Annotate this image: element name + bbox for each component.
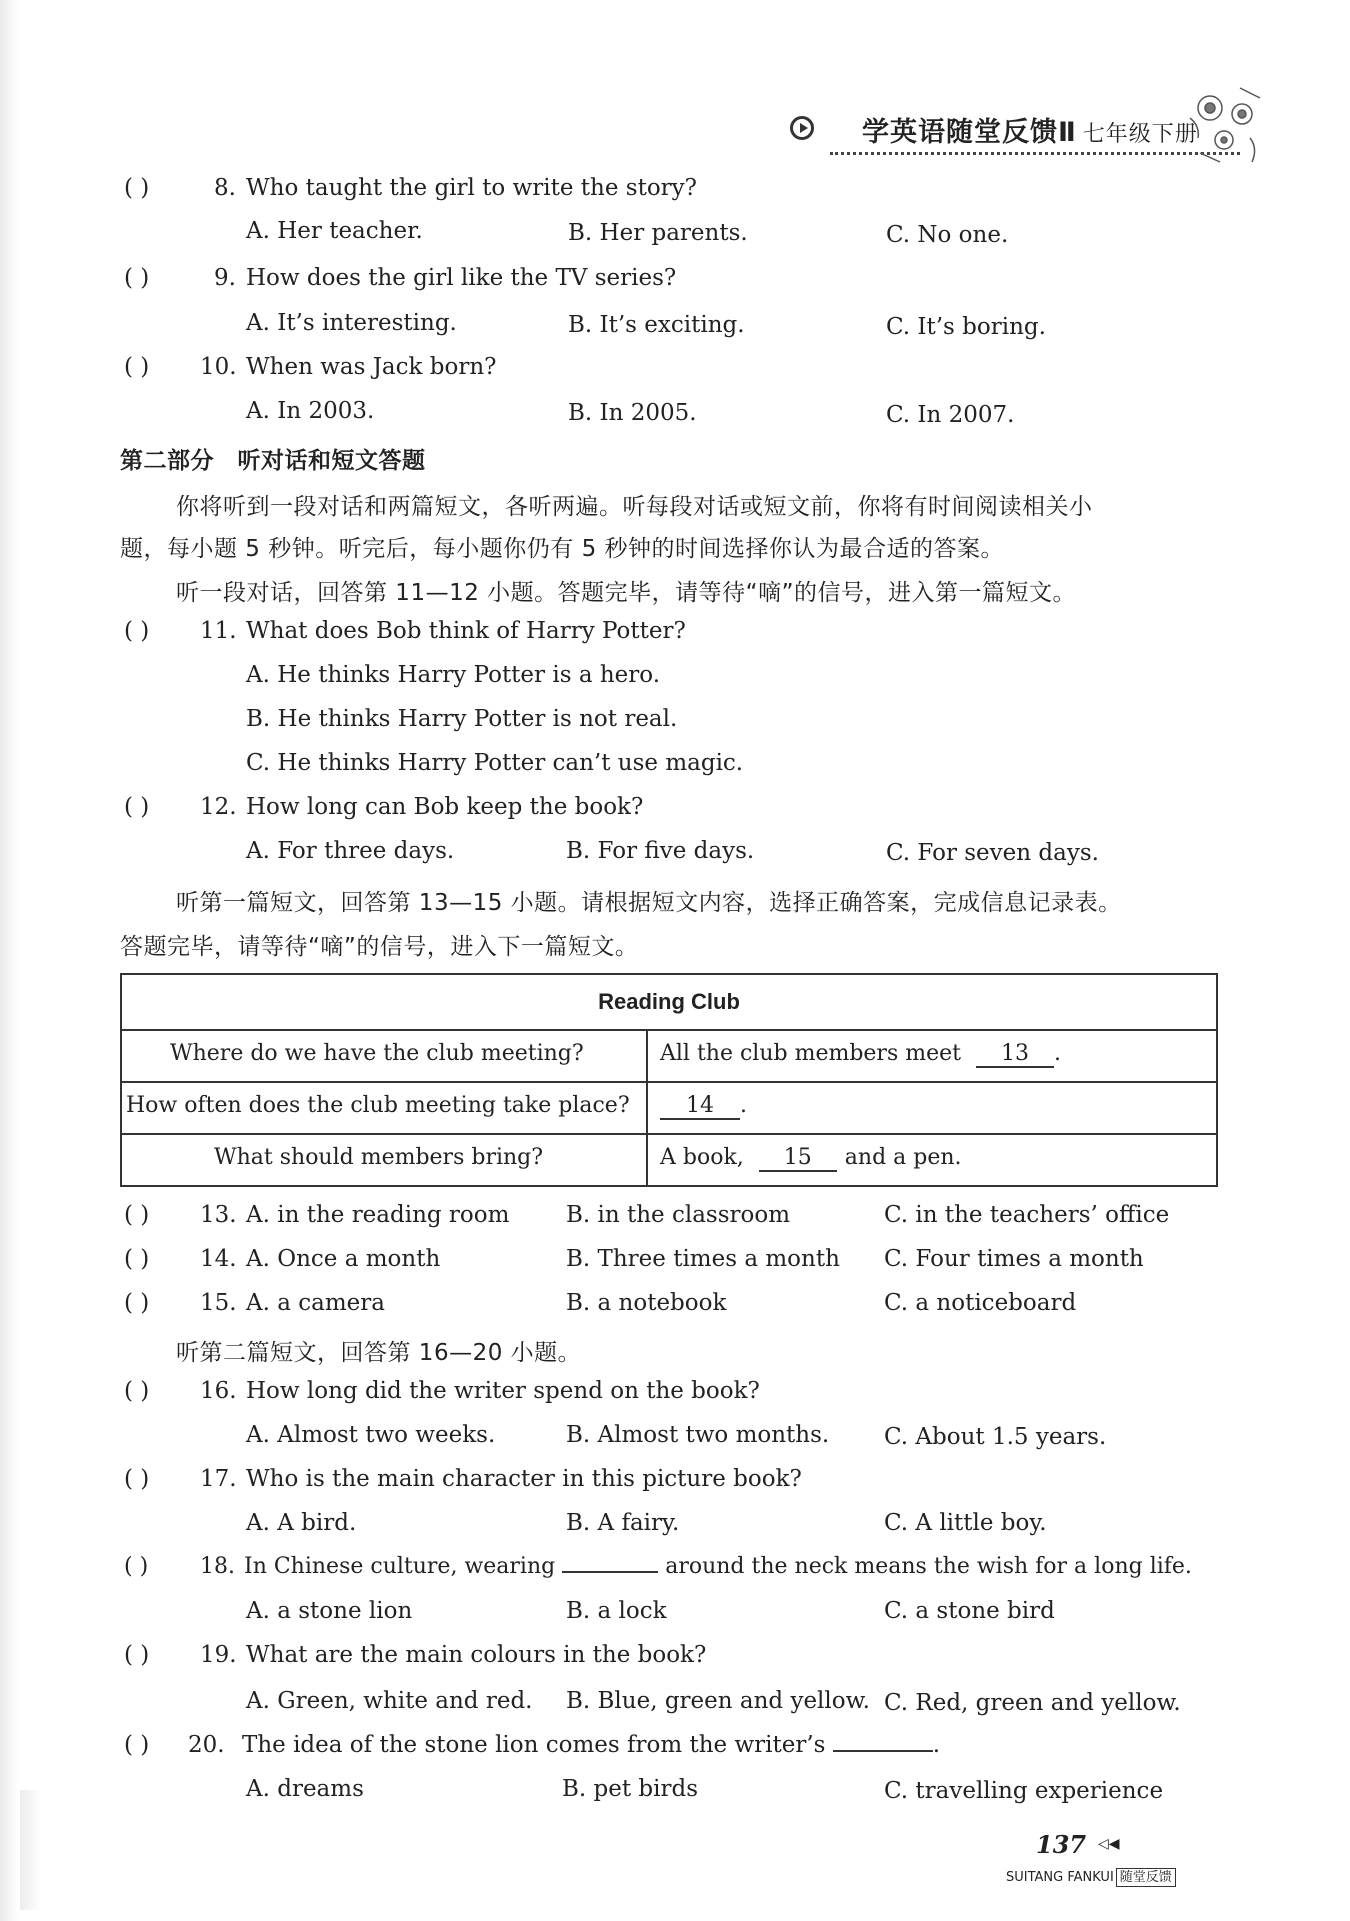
- blank-13: 13: [976, 1041, 1054, 1068]
- instruction: 听第二篇短文，回答第 16—20 小题。: [176, 1340, 582, 1366]
- option-b: B. Three times a month: [566, 1246, 840, 1272]
- question-text: The idea of the stone lion comes from the writer’s .: [242, 1732, 941, 1758]
- option-c: C. It’s boring.: [886, 314, 1046, 340]
- option-a: A. a stone lion: [246, 1598, 413, 1624]
- question-text: How does the girl like the TV series?: [246, 265, 677, 291]
- option-c: C. in the teachers’ office: [884, 1202, 1170, 1228]
- option-a: A. He thinks Harry Potter is a hero.: [246, 662, 661, 688]
- option-b: B. Her parents.: [568, 220, 748, 246]
- question-text: What are the main colours in the book?: [246, 1642, 707, 1668]
- scan-edge: [0, 0, 18, 1921]
- scan-edge: [20, 1790, 42, 1910]
- option-c: C. No one.: [886, 222, 1009, 248]
- table-answer: A book, 15 and a pen.: [660, 1145, 962, 1170]
- question-number: 13.: [200, 1202, 237, 1228]
- question-number: 17.: [200, 1466, 237, 1492]
- option-a: A. For three days.: [246, 838, 455, 864]
- question-number: 9.: [214, 265, 236, 291]
- option-c: C. A little boy.: [884, 1510, 1047, 1536]
- page-number: 137: [1036, 1830, 1087, 1859]
- option-a: A. In 2003.: [246, 398, 375, 424]
- option-b: B. pet birds: [562, 1776, 699, 1802]
- question-number: 20.: [188, 1732, 225, 1758]
- question-number: 19.: [200, 1642, 237, 1668]
- option-a: A. in the reading room: [246, 1202, 510, 1228]
- option-b: B. a lock: [566, 1598, 667, 1624]
- answer-blank: ( ): [124, 794, 150, 820]
- answer-blank: ( ): [124, 1202, 150, 1228]
- question-number: 10.: [200, 354, 237, 380]
- answer-blank: ( ): [124, 1378, 150, 1404]
- option-a: A. It’s interesting.: [246, 310, 457, 336]
- play-icon: [790, 116, 814, 140]
- question-text: When was Jack born?: [246, 354, 497, 380]
- question-number: 14.: [200, 1246, 237, 1272]
- option-a: A. a camera: [246, 1290, 385, 1316]
- table-divider: [122, 1081, 1216, 1083]
- question-text: In Chinese culture, wearing around the neck means the wish for a long life.: [244, 1554, 1192, 1579]
- instruction: 听第一篇短文，回答第 13—15 小题。请根据短文内容，选择正确答案，完成信息记录表。: [176, 890, 1122, 916]
- question-text: How long can Bob keep the book?: [246, 794, 644, 820]
- reading-club-table: [120, 973, 1218, 1187]
- answer-blank: ( ): [124, 265, 150, 291]
- option-c: C. He thinks Harry Potter can’t use magic.: [246, 750, 744, 776]
- question-number: 11.: [200, 618, 237, 644]
- question-text: Who taught the girl to write the story?: [246, 175, 697, 201]
- question-text: Who is the main character in this picture book?: [246, 1466, 802, 1492]
- footer-brand-box: 随堂反馈: [1116, 1868, 1176, 1887]
- option-a: A. Almost two weeks.: [246, 1422, 496, 1448]
- arrow-icon: ◁◀: [1098, 1836, 1120, 1852]
- option-a: A. Once a month: [246, 1246, 441, 1272]
- section-heading: 第二部分 听对话和短文答题: [120, 448, 426, 474]
- table-question: What should members bring?: [214, 1145, 544, 1170]
- answer-blank: ( ): [124, 354, 150, 380]
- header-dotted-rule: [830, 152, 1240, 155]
- option-a: A. Her teacher.: [246, 218, 423, 244]
- question-number: 15.: [200, 1290, 237, 1316]
- option-b: B. A fairy.: [566, 1510, 680, 1536]
- question-number: 8.: [214, 175, 236, 201]
- book-title: 学英语随堂反馈Ⅱ 七年级下册: [862, 117, 1198, 148]
- question-number: 18.: [200, 1554, 235, 1579]
- instruction: 你将听到一段对话和两篇短文，各听两遍。听每段对话或短文前，你将有时间阅读相关小: [176, 494, 1093, 520]
- footer-brand: SUITANG FANKUI 随堂反馈: [1006, 1866, 1176, 1885]
- answer-blank: ( ): [124, 1466, 150, 1492]
- flower-decoration-icon: [1180, 78, 1270, 168]
- option-b: B. in the classroom: [566, 1202, 791, 1228]
- instruction: 答题完毕，请等待“嘀”的信号，进入下一篇短文。: [120, 934, 639, 960]
- option-c: C. a stone bird: [884, 1598, 1055, 1624]
- table-answer: All the club members meet 13 .: [660, 1041, 1061, 1066]
- table-question: How often does the club meeting take place?: [126, 1093, 630, 1118]
- option-b: B. In 2005.: [568, 400, 697, 426]
- answer-blank: ( ): [124, 1290, 150, 1316]
- option-b: B. He thinks Harry Potter is not real.: [246, 706, 678, 732]
- option-b: B. Almost two months.: [566, 1422, 830, 1448]
- option-b: B. Blue, green and yellow.: [566, 1688, 870, 1714]
- option-a: A. dreams: [246, 1776, 364, 1802]
- fill-blank: [562, 1571, 658, 1573]
- table-question: Where do we have the club meeting?: [170, 1041, 584, 1066]
- option-b: B. It’s exciting.: [568, 312, 745, 338]
- answer-blank: ( ): [124, 1732, 150, 1758]
- table-title: Reading Club: [122, 975, 1216, 1031]
- answer-blank: ( ): [124, 1246, 150, 1272]
- table-divider: [122, 1133, 1216, 1135]
- option-c: C. In 2007.: [886, 402, 1015, 428]
- question-number: 12.: [200, 794, 237, 820]
- option-c: C. a noticeboard: [884, 1290, 1077, 1316]
- instruction: 听一段对话，回答第 11—12 小题。答题完毕，请等待“嘀”的信号，进入第一篇短文。: [176, 580, 1076, 606]
- answer-blank: ( ): [124, 175, 150, 201]
- option-a: A. A bird.: [246, 1510, 357, 1536]
- question-text: How long did the writer spend on the book?: [246, 1378, 760, 1404]
- question-text: What does Bob think of Harry Potter?: [246, 618, 686, 644]
- blank-14: 14: [660, 1093, 740, 1120]
- option-a: A. Green, white and red.: [246, 1688, 533, 1714]
- option-b: B. a notebook: [566, 1290, 727, 1316]
- question-number: 16.: [200, 1378, 237, 1404]
- instruction: 题，每小题 5 秒钟。听完后，每小题你仍有 5 秒钟的时间选择你认为最合适的答案。: [120, 536, 1005, 562]
- fill-blank: [833, 1750, 933, 1752]
- blank-15: 15: [759, 1145, 837, 1172]
- book-subtitle: 七年级下册: [1082, 122, 1198, 147]
- option-c: C. Red, green and yellow.: [884, 1690, 1181, 1716]
- option-c: C. Four times a month: [884, 1246, 1144, 1272]
- table-answer: 14 .: [660, 1093, 747, 1120]
- option-c: C. For seven days.: [886, 840, 1099, 866]
- page-header: [790, 108, 1270, 168]
- option-b: B. For five days.: [566, 838, 755, 864]
- answer-blank: ( ): [124, 1642, 150, 1668]
- answer-blank: ( ): [124, 618, 150, 644]
- option-c: C. travelling experience: [884, 1778, 1164, 1804]
- answer-blank: ( ): [124, 1554, 149, 1579]
- table-divider: [646, 1029, 648, 1185]
- option-c: C. About 1.5 years.: [884, 1424, 1107, 1450]
